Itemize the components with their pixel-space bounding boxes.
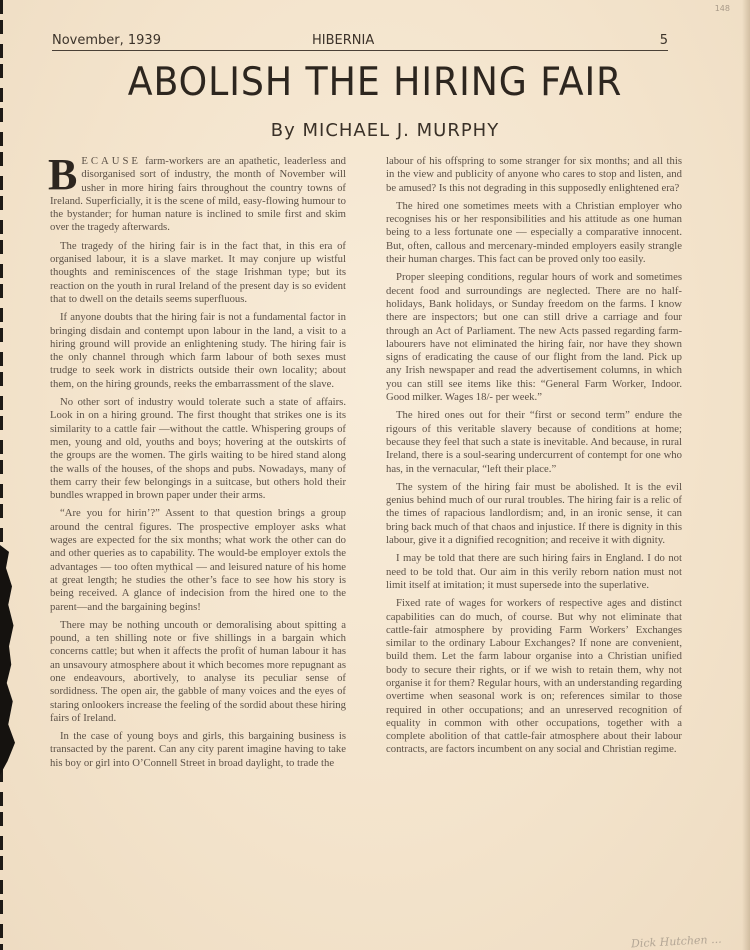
paragraph: labour of his offspring to some stranger for six months; and all this in the view and publicity of anyone who cares to stop and listen, and be amused? Is this not degrading in this supposedly enlightened era? [386,155,682,194]
scan-right-edge [742,0,750,950]
right-column [386,155,682,762]
opening-text: farm-workers are an apathetic, leaderless and disorganised sort of industry, the month of November will usher in more hiring fairs throughout the country towns of Ireland. Superficially, it is the scene of mild, easy-flowing humour to the bystander; for human nature is inclined to smile first and skim over the tragedy afterwards. [50,155,346,234]
article-headline: ABOLISH THE HIRING FAIR [127,60,623,105]
paragraph: In the case of young boys and girls, this bargaining business is transacted by the parent. Can any city parent imagine having to take his boy or girl into O’Connell Street in broad daylight, to trade the [50,730,346,769]
left-column [48,150,346,775]
paragraph: “Are you for hirin’?” Assent to that question brings a group around the central figures. The prospective employer asks what wages are expected for the six months; what work the other can do and other queries as to capability. The would-be employer extols the advantages — too often mythical — and leisured nature of his home at great length; he studies the other’s face to see how his story is being received. A glance of indecision from the hired one to the parent—and the bargaining begins! [50,507,346,613]
magazine-name: HIBERNIA [312,33,375,48]
paragraph: The hired ones out for their “first or second term” endure the rigours of this veritable slavery because of conditions at home; because they feel that such a state is inevitable. And because, in rural Ireland, there is a soul-searing undercurrent of contempt for one who has, in the vernacular, “left their place.” [386,409,682,475]
paragraph: Fixed rate of wages for workers of respective ages and distinct capabilities can do much, of course. But why not eliminate that cattle-fair atmosphere by providing Farm Workers’ Exchanges similar to the ordinary Labour Exchanges? If none are convenient, build them. Let the farm labour organise into a Christian unified body to secure their rights, or if we wish to retain them, why not organise it for them? Regular hours, with an understanding regarding overtime when seasonal work is on; references similar to those required in other occupations; and an unreserved recognition of equality in common with other occupations, together with a complete abolition of that cattle-fair atmosphere about their labour contracts, are factors incumbent on any social and Christian regime. [386,597,682,756]
paragraph: The hired one sometimes meets with a Christian employer who recognises his or her responsibilities and his attitude as one human being to a less fortunate one — especially a comparative innocent. But, often, callous and mercenary-minded employers easily strangle their human charges. This fact can be proved only too easily. [386,199,682,266]
scan-left-edge [0,0,3,950]
issue-date: November, 1939 [52,33,161,48]
paragraph: No other sort of industry would tolerate such a state of affairs. Look in on a hiring ground. The first thought that strikes one is its similarity to a cattle fair —without the cattle. Whispering groups of men, young and old, youths and boys; hovering at the outskirts of the groups are the women. The girls waiting to be hired stand along the walls of the houses, of the shops and pubs. Nowadays, many of them carry their few belongings in a suitcase, but others hold their bundles wrapped in brown paper under their arms. [50,396,346,502]
paragraph: There may be nothing uncouth or demoralising about spitting a pound, a ten shilling note or five shillings in a bargain which concerns cattle; but when it affects the profit of human labour it has an unsavoury atmosphere about it which becomes more repugnant as one endeavours, abortively, to analyse its peculiar sense of sordidness. The open air, the gabble of many voices and the eyes of staring onlookers increase the feeling of the sordid about these hiring fairs of Ireland. [50,618,346,724]
archive-page-number: 148 [714,4,730,13]
scan-binding-shadow [0,545,15,775]
page-number: 5 [659,33,668,48]
paragraph: The tragedy of the hiring fair is in the fact that, in this era of organised labour, it is a slave market. It may conjure up wistful thoughts and reminiscences of the stage Irishman type; but its reaction on the youth in rural Ireland of the present day is so evident that to dwell on the details seems superfluous. [50,239,346,305]
paragraph: I may be told that there are such hiring fairs in England. I do not need to be told that. Our aim in this verily reborn nation must not limit itself at imitation; it must supersede into the superlative. [386,552,682,591]
paragraph: The system of the hiring fair must be abolished. It is the evil genius behind much of our rural troubles. The hiring fair is a relic of the times of rapacious landlordism; and, in an ironic sense, it can bring back much of that chaos and injustice. If there is dignity in this labour, give it a dignified recognition; and receive it with dignity. [386,480,682,547]
opening-smallcaps: ECAUSE [81,155,141,167]
article-byline: By MICHAEL J. MURPHY [270,120,500,141]
paragraph: Proper sleeping conditions, regular hours of work and sometimes decent food and surroundings are neglected. There are no half-holidays, Bank holidays, or Sunday freedom on the farms. I know there are inspectors; but one can still drive a carriage and four through an Act of Parliament. The new Acts passed regarding farm-labourers have not eliminated the hiring fair, nor have they shown signs of eradicating the cause of our flight from the land. Pick up any Irish newspaper and read the advertisement columns, in which you can still see items like this: “General Farm Worker, Indoor. Good milker. Wages 18/- per week.” [386,271,682,404]
running-head [52,30,668,51]
handwritten-note: Dick Hutchen ... [631,932,723,950]
paragraph: If anyone doubts that the hiring fair is not a fundamental factor in bringing disdain and contempt upon labour in the land, a visit to a hiring ground will provide an enlightening study. The hiring fair is the only channel through which farm labour of both sexes must trudge to seek work in districts outside their own locality; about them, on the hiring grounds, reeks the embarrassment of the slave. [50,311,346,390]
drop-cap: B [48,150,78,199]
opening-paragraph [48,150,346,235]
